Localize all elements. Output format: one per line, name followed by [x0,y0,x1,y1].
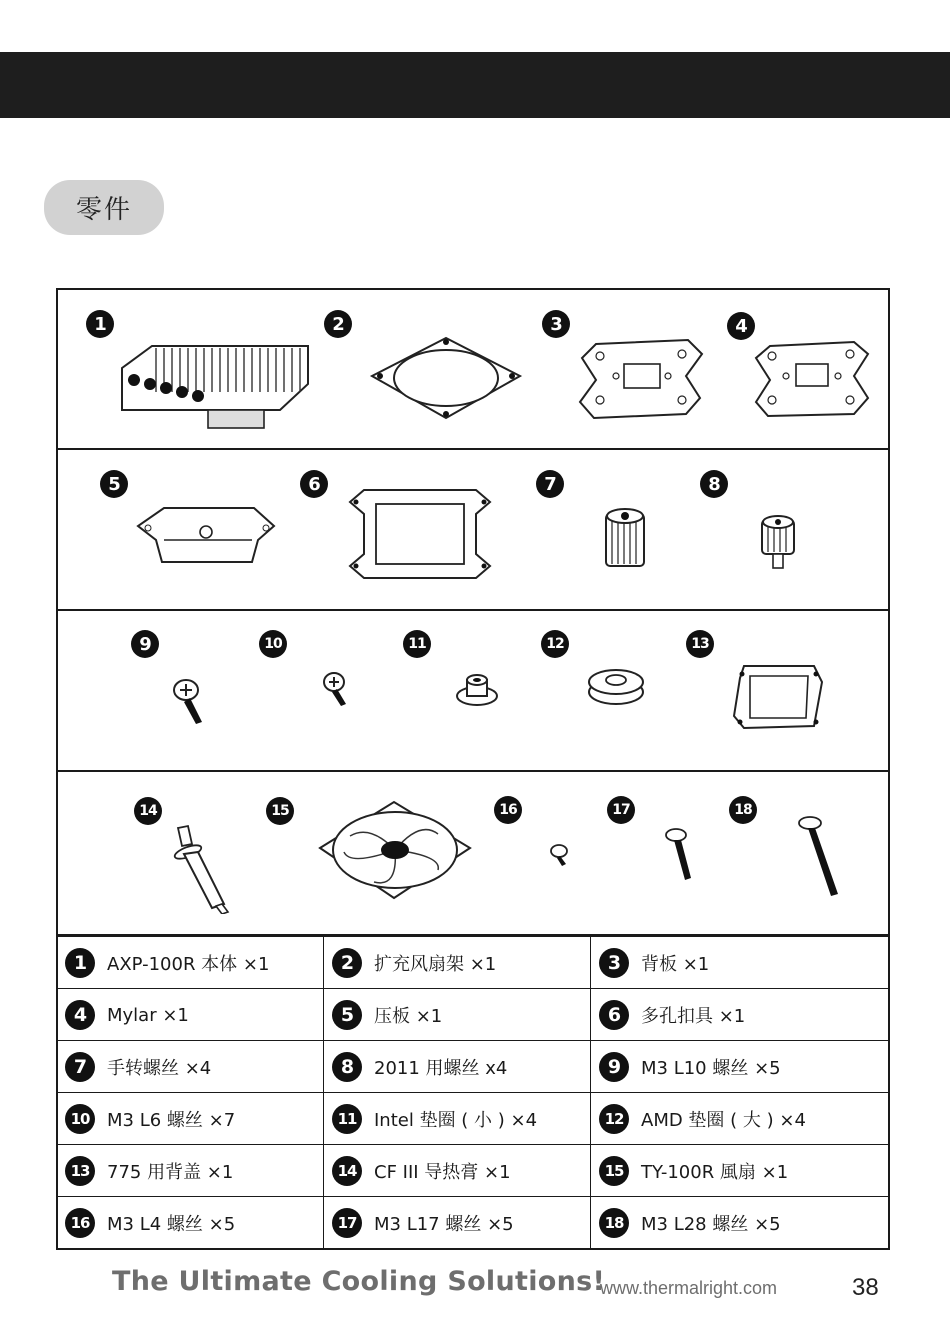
part-label: 压板 ×1 [374,1006,443,1027]
thermal-paste-icon [168,822,238,914]
part-number-badge: 12 [541,630,569,658]
screw-m3-l17-icon [664,826,698,882]
part-label: 手转螺丝 ×4 [107,1058,212,1079]
part-label: M3 L10 螺丝 ×5 [641,1058,781,1079]
part-label: 背板 ×1 [641,954,710,975]
part-number-badge: 6 [599,1000,629,1030]
screw-m3-l28-icon [796,814,846,898]
washer-small-icon [454,672,500,708]
part-number-badge: 5 [332,1000,362,1030]
part-label: AXP-100R 本体 ×1 [107,954,270,975]
part-number-badge: 11 [332,1104,362,1134]
table-row [56,988,890,1040]
screw-2011-icon [758,514,798,572]
part-number-badge: 15 [266,797,294,825]
screw-m3-l6-icon [322,670,356,710]
fan-bracket-icon [366,334,526,422]
part-number-badge: 4 [727,312,755,340]
part-label: TY-100R 風扇 ×1 [641,1162,789,1183]
part-number-badge: 8 [332,1052,362,1082]
mounting-frame-icon [344,484,496,584]
header-bar [0,52,950,118]
part-number-badge: 18 [599,1208,629,1238]
backplate-icon [576,336,708,420]
part-number-badge: 17 [607,796,635,824]
part-label: M3 L4 螺丝 ×5 [107,1214,236,1235]
part-label: M3 L6 螺丝 ×7 [107,1110,236,1131]
footer-url[interactable]: www.thermalright.com [600,1278,778,1298]
part-label: Intel 垫圈 ( 小 ) ×4 [374,1110,538,1131]
mylar-icon [750,338,874,418]
part-number-badge: 10 [259,630,287,658]
screw-m3-l4-icon [548,842,574,868]
part-number-badge: 16 [494,796,522,824]
part-number-badge: 10 [65,1104,95,1134]
part-number-badge: 15 [599,1156,629,1186]
part-label: 775 用背盖 ×1 [107,1162,234,1183]
part-number-badge: 3 [542,310,570,338]
table-row [56,1196,890,1250]
fan-icon [310,796,478,904]
part-number-badge: 2 [324,310,352,338]
part-number-badge: 13 [65,1156,95,1186]
part-label: 2011 用螺丝 x4 [374,1058,508,1079]
part-number-badge: 9 [599,1052,629,1082]
part-number-badge: 8 [700,470,728,498]
part-label: Mylar ×1 [107,1004,189,1026]
part-number-badge: 4 [65,1000,95,1030]
part-number-badge: 18 [729,796,757,824]
part-number-badge: 14 [134,797,162,825]
pressure-plate-icon [134,500,280,568]
part-number-badge: 1 [86,310,114,338]
part-number-badge: 9 [131,630,159,658]
part-label: CF III 导热膏 ×1 [374,1162,511,1183]
heatsink-icon [112,336,312,434]
divider [56,609,890,611]
part-number-badge: 16 [65,1208,95,1238]
part-number-badge: 14 [332,1156,362,1186]
part-number-badge: 7 [65,1052,95,1082]
part-number-badge: 7 [536,470,564,498]
part-number-badge: 1 [65,948,95,978]
part-label: M3 L17 螺丝 ×5 [374,1214,514,1235]
thumb-nut-icon [602,506,648,570]
parts-table [56,936,890,1250]
part-label: 扩充风扇架 ×1 [374,954,497,975]
part-number-badge: 2 [332,948,362,978]
part-number-badge: 5 [100,470,128,498]
part-number-badge: 3 [599,948,629,978]
table-row [56,1040,890,1092]
divider [56,448,890,450]
table-row [56,936,890,988]
screw-m3-l10-icon [172,676,212,728]
part-number-badge: 17 [332,1208,362,1238]
page-number: 38 [852,1274,879,1301]
washer-large-icon [586,664,646,708]
part-number-badge: 11 [403,630,431,658]
part-number-badge: 6 [300,470,328,498]
footer-slogan: The Ultimate Cooling Solutions! [112,1266,606,1297]
part-label: 多孔扣具 ×1 [641,1006,746,1027]
table-row [56,1092,890,1144]
table-row [56,1144,890,1196]
part-label: AMD 垫圈 ( 大 ) ×4 [641,1110,806,1131]
backplate-cover-icon [728,660,826,734]
divider [56,770,890,772]
part-label: M3 L28 螺丝 ×5 [641,1214,781,1235]
section-title: 零件 [44,180,164,235]
part-number-badge: 12 [599,1104,629,1134]
part-number-badge: 13 [686,630,714,658]
